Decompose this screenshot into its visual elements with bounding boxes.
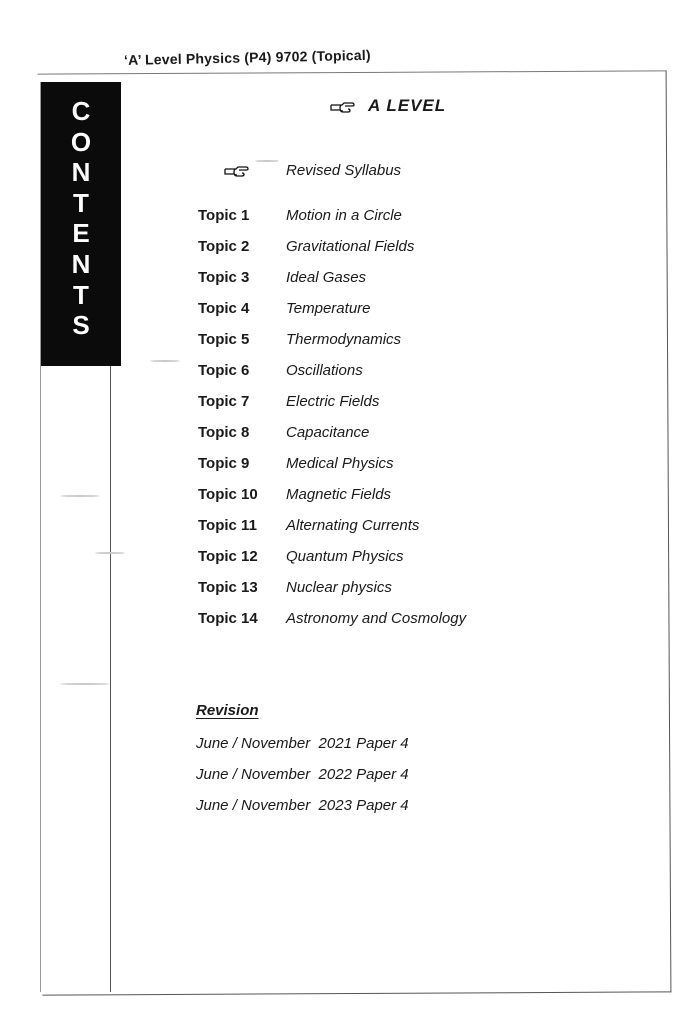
topic-row	[198, 603, 528, 634]
topic-name: Capacitance	[286, 424, 370, 441]
scan-speckle	[255, 160, 279, 162]
topic-row	[198, 231, 528, 262]
contents-letter: T	[73, 279, 89, 310]
topic-row	[198, 479, 528, 510]
topic-number: Topic 4	[198, 300, 250, 317]
scan-speckle	[60, 683, 110, 685]
topic-name: Motion in a Circle	[286, 207, 402, 224]
scan-speckle	[150, 360, 180, 362]
topic-row	[198, 386, 528, 417]
topic-row	[198, 355, 528, 386]
topic-name: Astronomy and Cosmology	[286, 610, 467, 627]
contents-letter: O	[70, 126, 92, 157]
topic-name: Gravitational Fields	[286, 238, 415, 255]
topic-number: Topic 1	[198, 207, 250, 224]
syllabus-label: Revised Syllabus	[286, 162, 402, 179]
topic-name: Alternating Currents	[286, 517, 420, 534]
topic-number: Topic 9	[198, 455, 250, 472]
section-title: A LEVEL	[368, 96, 447, 115]
topic-name: Ideal Gases	[286, 269, 367, 286]
topic-name: Quantum Physics	[286, 548, 404, 565]
revision-section	[196, 700, 516, 821]
topic-number: Topic 14	[198, 610, 258, 627]
revision-heading: Revision	[196, 702, 259, 719]
topic-row	[198, 541, 528, 572]
topic-row	[198, 448, 528, 479]
topic-number: Topic 13	[198, 579, 258, 596]
topic-name: Medical Physics	[286, 455, 394, 472]
section-heading	[330, 96, 446, 116]
topic-name: Electric Fields	[286, 393, 380, 410]
syllabus-entry	[224, 162, 401, 179]
pointing-hand-icon	[330, 99, 358, 113]
topic-row	[198, 572, 528, 603]
scan-speckle	[95, 552, 125, 554]
topic-name: Oscillations	[286, 362, 363, 379]
topic-row	[198, 324, 528, 355]
topic-name: Thermodynamics	[286, 331, 402, 348]
topic-list	[198, 200, 528, 634]
topic-number: Topic 7	[198, 393, 250, 410]
scan-speckle	[60, 495, 100, 497]
topic-number: Topic 12	[198, 548, 258, 565]
topic-row	[198, 200, 528, 231]
topic-number: Topic 6	[198, 362, 250, 379]
contents-letter: N	[71, 157, 91, 188]
revision-paper: June / November 2022 Paper 4	[196, 766, 409, 783]
pointing-hand-icon	[224, 164, 252, 178]
topic-number: Topic 10	[198, 486, 258, 503]
contents-letter: E	[72, 218, 90, 249]
contents-sidebar	[41, 82, 121, 366]
topic-number: Topic 3	[198, 269, 250, 286]
topic-name: Nuclear physics	[286, 579, 392, 596]
revision-paper: June / November 2021 Paper 4	[196, 735, 409, 752]
topic-number: Topic 5	[198, 331, 250, 348]
topic-row	[198, 510, 528, 541]
topic-number: Topic 8	[198, 424, 250, 441]
topic-row	[198, 417, 528, 448]
topic-name: Magnetic Fields	[286, 486, 392, 503]
contents-letter: T	[73, 187, 89, 218]
topic-name: Temperature	[286, 300, 371, 317]
topic-number: Topic 2	[198, 238, 250, 255]
topic-number: Topic 11	[198, 517, 257, 534]
document-header: ‘A’ Level Physics (P4) 9702 (Topical)	[123, 46, 371, 68]
contents-letter: C	[71, 96, 91, 126]
topic-row	[198, 262, 528, 293]
topic-row	[198, 293, 528, 324]
revision-paper: June / November 2023 Paper 4	[196, 797, 409, 814]
contents-letter: N	[71, 248, 91, 279]
margin-line	[110, 366, 111, 992]
contents-letter: S	[72, 310, 90, 341]
